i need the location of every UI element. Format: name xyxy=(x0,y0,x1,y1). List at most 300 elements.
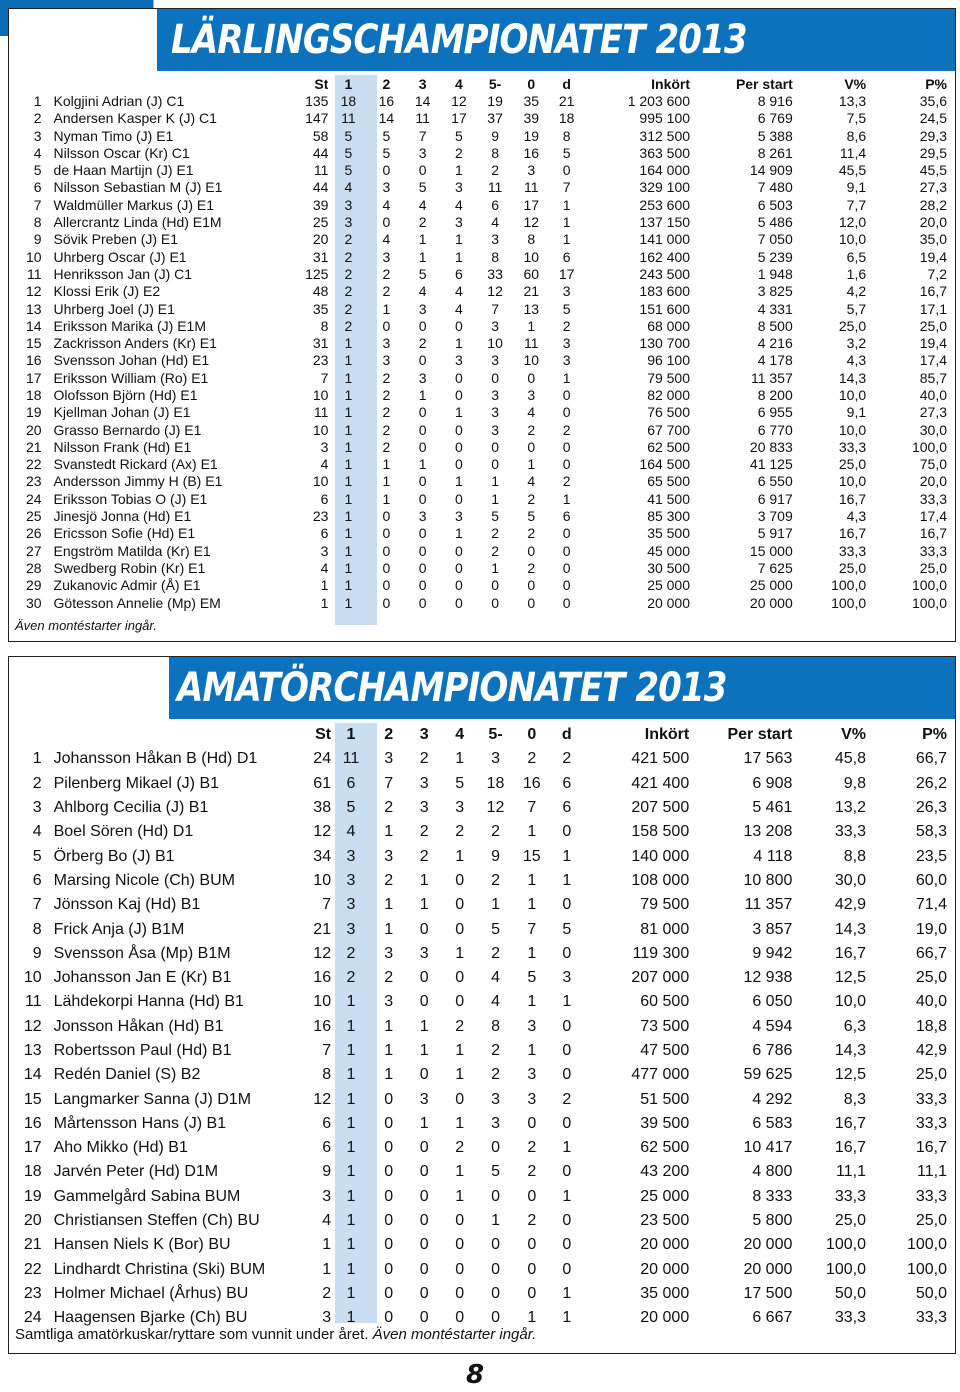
table-cell: 3 xyxy=(384,750,394,768)
table-row xyxy=(9,869,955,893)
table-cell: 0 xyxy=(527,1236,537,1254)
table-cell: 7 xyxy=(384,774,394,792)
table-cell: 10,0 xyxy=(838,386,867,403)
table-cell: 0 xyxy=(418,490,427,507)
table-cell: 1 xyxy=(384,1042,394,1059)
table-cell: 23 xyxy=(25,473,42,490)
table-cell: 9 942 xyxy=(752,944,793,962)
table-cell: 5 388 xyxy=(757,127,793,144)
table-cell: 10 xyxy=(312,386,329,403)
table-row xyxy=(9,369,955,386)
table-cell: 0 xyxy=(491,1187,500,1205)
table-cell: 2 xyxy=(384,799,394,817)
table-cell: 3,2 xyxy=(846,335,867,352)
table-cell: 253 600 xyxy=(639,196,691,213)
table-cell: 0 xyxy=(562,559,571,576)
table-cell: 0 xyxy=(419,1066,429,1084)
table-row xyxy=(9,844,955,868)
table-cell: 0 xyxy=(562,1260,572,1278)
table-cell: 421 400 xyxy=(631,774,690,792)
table-cell: 24 xyxy=(313,750,332,768)
table-cell: 6 770 xyxy=(757,421,793,438)
table-cell: 4 xyxy=(320,559,329,576)
table-cell: Henriksson Jan (J) C1 xyxy=(53,265,193,282)
table-cell: 25,0 xyxy=(919,559,947,576)
table-cell: 3 xyxy=(527,162,536,179)
table-cell: 3 xyxy=(527,1066,537,1084)
table-cell: 3 xyxy=(382,352,391,369)
table-cell: 1 xyxy=(527,456,536,473)
table-cell: 100,0 xyxy=(831,577,867,594)
table-cell: 1 xyxy=(344,438,353,455)
table-row xyxy=(9,196,955,213)
table-cell: 1 xyxy=(346,1017,356,1035)
table-row xyxy=(9,386,955,403)
table-cell: 1 xyxy=(346,1114,356,1132)
table-cell: 14 909 xyxy=(749,162,793,179)
table-cell: 6 583 xyxy=(752,1114,793,1132)
page-number: 8 xyxy=(466,1360,485,1390)
lar-note: Även montéstarter ingår. xyxy=(15,618,157,633)
table-cell: 0 xyxy=(527,1260,537,1278)
table-cell: 10 xyxy=(313,993,332,1011)
table-cell: 11 357 xyxy=(750,369,793,386)
table-cell: 18,8 xyxy=(915,1017,947,1035)
table-cell: Klossi Erik (J) E2 xyxy=(53,283,161,300)
table-cell: 20 xyxy=(23,1212,42,1230)
table-cell: 4 292 xyxy=(752,1090,793,1108)
table-cell: 329 100 xyxy=(639,179,691,196)
table-cell: 4 xyxy=(454,196,463,213)
table-cell: 21 xyxy=(25,438,42,455)
table-cell: 0 xyxy=(419,969,429,987)
table-cell: 13,3 xyxy=(838,92,867,109)
table-cell: 13 208 xyxy=(743,823,793,841)
table-row xyxy=(9,438,955,455)
table-cell: 16,7 xyxy=(919,283,947,300)
column-header: 0 xyxy=(527,726,537,744)
table-cell: 11 xyxy=(313,404,329,421)
table-row xyxy=(9,144,955,161)
table-cell: 0 xyxy=(384,1284,394,1302)
table-cell: Haagensen Bjarke (Ch) BU xyxy=(53,1309,248,1327)
table-cell: 31 xyxy=(312,248,329,265)
table-cell: 50,0 xyxy=(834,1284,866,1302)
table-cell: 4 xyxy=(320,456,329,473)
table-cell: 3 xyxy=(491,231,499,248)
table-cell: 30 xyxy=(25,594,42,611)
table-cell: 0 xyxy=(455,871,465,889)
table-cell: 1 xyxy=(344,404,353,421)
table-cell: 4 xyxy=(344,179,353,196)
table-cell: 31 xyxy=(312,335,329,352)
column-header: 3 xyxy=(419,726,429,744)
table-cell: 5 461 xyxy=(752,799,793,817)
table-cell: 1 xyxy=(384,823,394,841)
table-row xyxy=(9,421,955,438)
table-cell: 0 xyxy=(562,438,571,455)
table-cell: 5 800 xyxy=(752,1212,793,1230)
table-cell: 1 xyxy=(344,577,353,594)
table-cell: 4,3 xyxy=(846,352,867,369)
table-cell: 1 xyxy=(346,1187,356,1205)
table-cell: 2 xyxy=(491,944,500,962)
table-cell: 0 xyxy=(418,577,427,594)
table-cell: 68 000 xyxy=(647,317,691,334)
table-cell: 71,4 xyxy=(915,896,947,914)
table-cell: 0 xyxy=(384,1114,394,1132)
lar-table xyxy=(9,75,955,611)
table-cell: 39 xyxy=(312,196,329,213)
table-cell: 8 200 xyxy=(757,386,793,403)
table-cell: 1 xyxy=(562,231,571,248)
table-cell: 3 xyxy=(562,335,571,352)
table-cell: 6 xyxy=(32,871,42,889)
table-cell: Uhrberg Oscar (J) E1 xyxy=(53,248,187,265)
table-cell: 7,5 xyxy=(846,110,867,127)
table-cell: 1 xyxy=(346,1212,356,1230)
table-cell: 421 500 xyxy=(631,750,690,768)
table-cell: 8,3 xyxy=(843,1090,866,1108)
table-cell: 25,0 xyxy=(838,559,867,576)
table-cell: 2 xyxy=(418,214,427,231)
table-cell: Andersson Jimmy H (B) E1 xyxy=(53,473,223,490)
table-cell: 2 xyxy=(384,871,394,889)
table-cell: 16,7 xyxy=(915,1139,947,1157)
table-row xyxy=(9,334,955,351)
column-header: d xyxy=(562,75,571,92)
table-cell: 8 xyxy=(491,144,499,161)
table-cell: 30,0 xyxy=(919,421,947,438)
table-cell: 183 600 xyxy=(639,283,691,300)
table-cell: Allercrantz Linda (Hd) E1M xyxy=(53,214,222,231)
table-cell: Jönsson Kaj (Hd) B1 xyxy=(53,896,201,914)
table-cell: 3 xyxy=(491,352,499,369)
table-cell: 50,0 xyxy=(915,1284,947,1302)
table-cell: 6 xyxy=(562,248,571,265)
table-cell: 0 xyxy=(562,456,571,473)
table-cell: 0 xyxy=(382,542,391,559)
table-cell: 137 150 xyxy=(639,214,691,231)
table-header-row xyxy=(9,723,955,747)
table-cell: 2 xyxy=(527,750,537,768)
table-cell: 3 xyxy=(346,871,356,889)
table-cell: 7 480 xyxy=(757,179,793,196)
table-cell: 1 xyxy=(418,386,427,403)
table-cell: 15 xyxy=(23,1090,42,1108)
table-row xyxy=(9,317,955,334)
table-cell: 13,2 xyxy=(834,799,866,817)
table-cell: 0 xyxy=(491,1260,500,1278)
table-cell: Örberg Bo (J) B1 xyxy=(53,847,175,865)
table-cell: 2 xyxy=(455,1017,465,1035)
table-cell: 12 xyxy=(25,283,42,300)
table-cell: 17,4 xyxy=(919,508,947,525)
table-cell: 0 xyxy=(382,162,391,179)
table-cell: 44 xyxy=(312,179,329,196)
table-cell: 2 xyxy=(455,823,465,841)
table-cell: 7 xyxy=(33,196,42,213)
table-cell: 23 500 xyxy=(640,1212,690,1230)
table-cell: 9 xyxy=(32,944,42,962)
table-cell: 2 xyxy=(384,969,394,987)
table-cell: 0 xyxy=(384,1090,394,1108)
table-cell: 0 xyxy=(562,525,571,542)
table-cell: 9,1 xyxy=(846,404,867,421)
table-cell: 0 xyxy=(419,920,429,938)
table-cell: 0 xyxy=(418,438,427,455)
table-row xyxy=(9,179,955,196)
table-cell: 15 000 xyxy=(749,542,793,559)
table-cell: 5 xyxy=(344,162,353,179)
table-cell: 147 xyxy=(305,110,329,127)
table-cell: 0 xyxy=(382,508,391,525)
table-cell: 18 xyxy=(25,386,42,403)
table-cell: 16 xyxy=(523,144,540,161)
table-cell: 1 xyxy=(344,335,353,352)
table-cell: 5 xyxy=(527,508,536,525)
table-cell: 25 000 xyxy=(640,1187,690,1205)
table-cell: 3 xyxy=(384,944,394,962)
table-cell: Jinesjö Jonna (Hd) E1 xyxy=(53,508,192,525)
table-cell: 6 667 xyxy=(752,1309,793,1327)
table-cell: 1 xyxy=(419,1042,429,1059)
table-cell: 3 xyxy=(320,542,329,559)
table-cell: 0 xyxy=(527,369,536,386)
table-cell: 1 xyxy=(384,920,394,938)
lar-title: LÄRLINGSCHAMPIONATET 2013 xyxy=(171,17,747,63)
table-cell: 6 xyxy=(454,265,463,282)
table-cell: 2 xyxy=(562,317,571,334)
table-cell: 5 xyxy=(491,920,500,938)
table-cell: 3 xyxy=(455,799,465,817)
table-cell: 5 xyxy=(562,144,571,161)
table-cell: 2 xyxy=(491,871,500,889)
table-cell: 1 xyxy=(418,456,427,473)
table-cell: 8 xyxy=(491,1017,500,1035)
table-cell: 0 xyxy=(455,1236,465,1254)
table-cell: 0 xyxy=(562,896,572,914)
table-cell: 24 xyxy=(25,490,42,507)
table-cell: 0 xyxy=(454,559,463,576)
table-cell: 18 xyxy=(558,110,575,127)
table-cell: 0 xyxy=(562,1042,572,1059)
table-cell: 0 xyxy=(527,1114,537,1132)
table-cell: 23,5 xyxy=(915,847,947,865)
table-row xyxy=(9,473,955,490)
table-cell: 1 xyxy=(562,196,571,213)
table-cell: 4 xyxy=(382,231,391,248)
table-cell: 33,3 xyxy=(834,1187,866,1205)
table-cell: 19,4 xyxy=(919,248,947,265)
table-cell: 27,3 xyxy=(919,404,947,421)
table-cell: 0 xyxy=(418,559,427,576)
table-cell: 1 xyxy=(455,1187,465,1205)
table-cell: 4 xyxy=(454,300,463,317)
table-cell: 5 xyxy=(455,774,465,792)
table-cell: 60 xyxy=(523,265,540,282)
table-cell: Jonsson Håkan (Hd) B1 xyxy=(53,1017,224,1035)
table-cell: 1 xyxy=(527,317,536,334)
table-row xyxy=(9,1209,955,1233)
lar-banner xyxy=(9,9,955,71)
table-cell: 5 xyxy=(418,179,427,196)
ama-table xyxy=(9,723,955,1330)
table-cell: 0 xyxy=(419,1260,429,1278)
table-cell: 125 xyxy=(305,265,329,282)
table-cell: 3 xyxy=(32,799,42,817)
table-cell: 6 xyxy=(320,525,329,542)
table-cell: 5 xyxy=(491,508,499,525)
table-cell: 5 xyxy=(346,799,356,817)
table-cell: 1 xyxy=(344,594,353,611)
table-cell: 2 xyxy=(382,283,391,300)
table-cell: 8 xyxy=(320,317,329,334)
table-row xyxy=(9,796,955,820)
table-cell: 1 xyxy=(320,594,329,611)
table-cell: 243 500 xyxy=(639,265,691,282)
table-cell: 6 xyxy=(33,179,42,196)
table-cell: 1 xyxy=(384,896,394,914)
table-cell: 1 xyxy=(346,1236,356,1254)
table-cell: 16,7 xyxy=(834,1139,866,1157)
table-cell: Holmer Michael (Århus) BU xyxy=(53,1284,249,1302)
table-cell: 4 xyxy=(418,196,427,213)
table-cell: 3 xyxy=(382,179,391,196)
table-cell: 1 xyxy=(346,1309,356,1327)
table-cell: 3 xyxy=(320,438,329,455)
table-cell: 5 xyxy=(382,144,391,161)
table-cell: 0 xyxy=(384,1163,394,1181)
table-cell: 2 xyxy=(344,317,353,334)
table-cell: Lähdekorpi Hanna (Hd) B1 xyxy=(53,993,244,1011)
table-cell: 0 xyxy=(491,577,499,594)
table-cell: 3 xyxy=(527,1017,537,1035)
table-cell: 0 xyxy=(562,1163,572,1181)
table-row xyxy=(9,213,955,230)
table-cell: 3 xyxy=(382,248,391,265)
table-cell: 18 xyxy=(340,92,357,109)
table-cell: 11 xyxy=(313,162,329,179)
table-row xyxy=(9,942,955,966)
column-header: 2 xyxy=(382,75,391,92)
table-cell: 9 xyxy=(33,231,42,248)
table-cell: 47 500 xyxy=(640,1042,690,1059)
table-cell: 0 xyxy=(419,1212,429,1230)
table-cell: 12,0 xyxy=(838,214,867,231)
table-cell: 1 xyxy=(344,352,353,369)
table-cell: 0 xyxy=(454,317,463,334)
table-cell: 35,0 xyxy=(919,231,947,248)
table-cell: 2 xyxy=(527,1212,537,1230)
table-cell: 0 xyxy=(418,404,427,421)
table-cell: 6 xyxy=(491,196,499,213)
table-cell: 11 xyxy=(25,993,42,1011)
table-cell: 0 xyxy=(454,456,463,473)
table-cell: 7 xyxy=(322,1042,332,1059)
table-cell: 11 xyxy=(524,335,539,352)
table-cell: Eriksson Tobias O (J) E1 xyxy=(53,490,208,507)
table-cell: 8 xyxy=(32,920,42,938)
table-cell: 2 xyxy=(382,404,391,421)
table-cell: 33,3 xyxy=(919,490,947,507)
column-header: P% xyxy=(925,75,947,92)
table-cell: 2 xyxy=(562,473,571,490)
table-cell: 100,0 xyxy=(906,1236,947,1254)
table-cell: 19,4 xyxy=(919,335,947,352)
table-cell: 43 200 xyxy=(640,1163,690,1181)
table-row xyxy=(9,1015,955,1039)
table-cell: 151 600 xyxy=(639,300,691,317)
table-cell: 14 xyxy=(378,110,395,127)
table-cell: 4 xyxy=(382,196,391,213)
table-cell: 5 486 xyxy=(757,214,793,231)
table-cell: 363 500 xyxy=(639,144,691,161)
table-cell: 82 000 xyxy=(647,386,691,403)
table-cell: Nilsson Sebastian M (J) E1 xyxy=(53,179,223,196)
table-cell: 1 xyxy=(346,1284,356,1302)
table-cell: 9 xyxy=(491,847,500,865)
table-cell: 75,0 xyxy=(919,456,947,473)
table-cell: 85,7 xyxy=(919,369,947,386)
table-cell: 40,0 xyxy=(915,993,947,1011)
table-cell: 0 xyxy=(562,386,571,403)
table-cell: 0 xyxy=(562,1017,572,1035)
table-row xyxy=(9,1136,955,1160)
table-cell: 19 xyxy=(487,92,503,109)
table-cell: 3 xyxy=(491,404,499,421)
table-cell: 1 xyxy=(491,473,499,490)
table-cell: 10 xyxy=(487,335,503,352)
table-cell: 1 xyxy=(491,896,500,914)
table-cell: 0 xyxy=(455,1284,465,1302)
table-cell: 4 216 xyxy=(757,335,793,352)
table-cell: 27 xyxy=(25,542,42,559)
table-cell: 5 xyxy=(344,127,353,144)
table-cell: 17 xyxy=(23,1139,42,1157)
column-header: 1 xyxy=(344,75,353,92)
table-cell: 1 xyxy=(382,490,391,507)
table-cell: 3 xyxy=(419,1090,429,1108)
table-cell: 1 xyxy=(455,1042,465,1059)
table-cell: 1 xyxy=(418,231,427,248)
table-cell: 1 xyxy=(346,1042,356,1059)
table-cell: 3 xyxy=(384,847,394,865)
table-cell: 1 xyxy=(527,896,537,914)
table-cell: 37 xyxy=(487,110,503,127)
table-cell: 22 xyxy=(23,1260,42,1278)
column-header: 1 xyxy=(346,726,356,744)
table-cell: 1 xyxy=(527,993,537,1011)
table-cell: 1 xyxy=(454,473,463,490)
table-cell: 3 xyxy=(562,352,571,369)
table-cell: 6,3 xyxy=(843,1017,866,1035)
table-cell: 12 xyxy=(313,823,332,841)
table-cell: 2 xyxy=(344,231,353,248)
table-cell: 22 xyxy=(25,456,42,473)
ama-note xyxy=(15,1326,536,1343)
table-cell: 5 xyxy=(418,265,427,282)
table-cell: 1 xyxy=(346,993,356,1011)
table-cell: 0 xyxy=(562,404,571,421)
table-cell: 39 500 xyxy=(640,1114,690,1132)
table-cell: 6 xyxy=(562,799,572,817)
table-cell: 11 xyxy=(487,179,503,196)
table-cell: 0 xyxy=(562,1212,572,1230)
column-header xyxy=(9,723,48,747)
table-cell: Nyman Timo (J) E1 xyxy=(53,127,174,144)
table-cell: 0 xyxy=(384,1212,394,1230)
